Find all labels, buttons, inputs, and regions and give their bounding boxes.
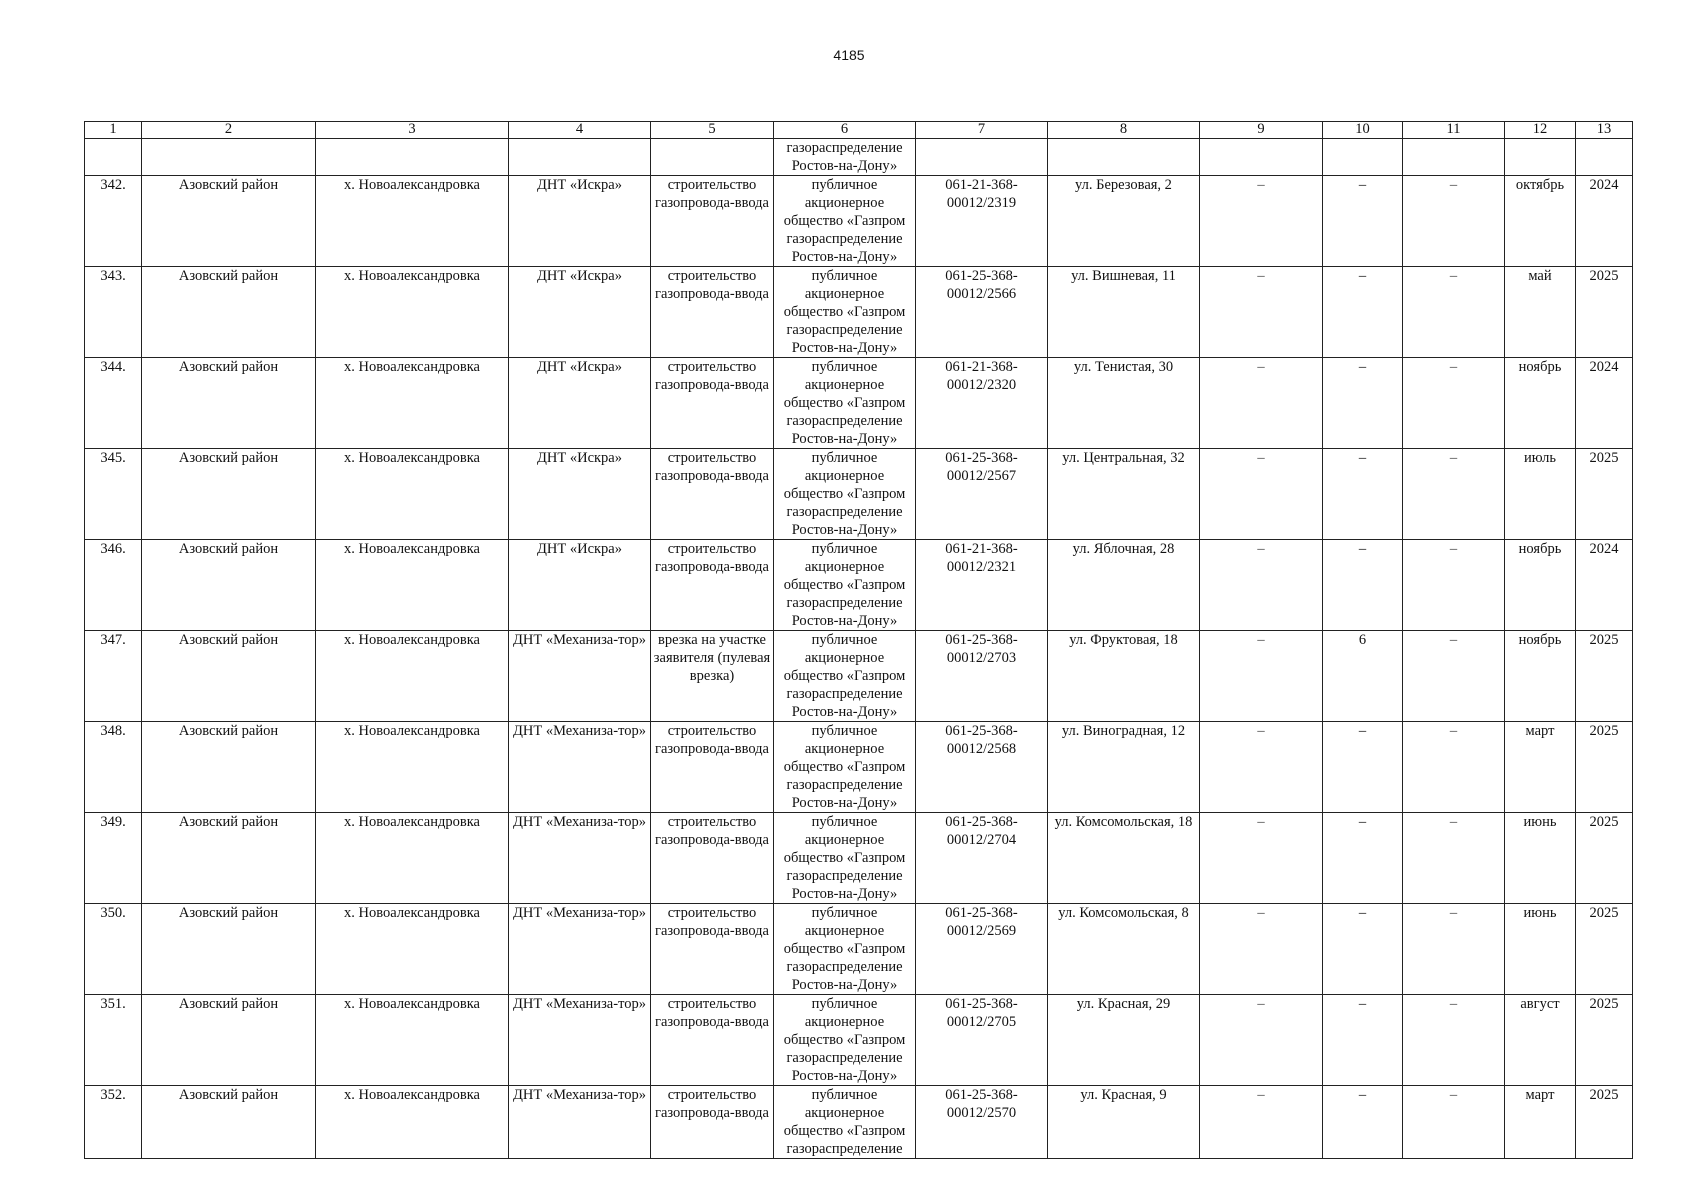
settlement: х. Новоалександровка [316, 722, 509, 813]
col-9-value: – [1200, 813, 1323, 904]
col-10-value: – [1323, 540, 1403, 631]
month: июнь [1505, 813, 1576, 904]
year: 2025 [1576, 813, 1633, 904]
month: август [1505, 995, 1576, 1086]
district: Азовский район [142, 358, 316, 449]
settlement: х. Новоалександровка [316, 176, 509, 267]
col-10-value: – [1323, 267, 1403, 358]
table-row [85, 540, 1633, 631]
district: Азовский район [142, 631, 316, 722]
address: ул. Фруктовая, 18 [1048, 631, 1200, 722]
settlement: х. Новоалександровка [316, 813, 509, 904]
month: март [1505, 1086, 1576, 1159]
col-header-7: 7 [916, 122, 1048, 139]
permit-number: 061-21-368-00012/2320 [916, 358, 1048, 449]
col-9-value: – [1200, 995, 1323, 1086]
col-10-value: – [1323, 813, 1403, 904]
col-10-value: – [1323, 995, 1403, 1086]
table-row [85, 995, 1633, 1086]
gas-operator: публичное акционерное общество «Газпром газораспределение Ростов-на-Дону» [774, 631, 916, 722]
col-9-value: – [1200, 449, 1323, 540]
col-10-value: – [1323, 358, 1403, 449]
permit-number: 061-21-368-00012/2319 [916, 176, 1048, 267]
col-header-12: 12 [1505, 122, 1576, 139]
col-9-value: – [1200, 540, 1323, 631]
address: ул. Яблочная, 28 [1048, 540, 1200, 631]
col-header-1: 1 [85, 122, 142, 139]
row-number: 344. [85, 358, 142, 449]
year: 2025 [1576, 631, 1633, 722]
permit-number: 061-25-368-00012/2568 [916, 722, 1048, 813]
col-10-value: – [1323, 904, 1403, 995]
row-number: 352. [85, 1086, 142, 1159]
page-number: 4185 [833, 47, 865, 63]
gas-operator: публичное акционерное общество «Газпром газораспределение [774, 1086, 916, 1159]
col-header-13: 13 [1576, 122, 1633, 139]
month: июль [1505, 449, 1576, 540]
gas-operator: публичное акционерное общество «Газпром газораспределение Ростов-на-Дону» [774, 267, 916, 358]
row-number: 342. [85, 176, 142, 267]
year: 2025 [1576, 904, 1633, 995]
gas-connection-table [84, 121, 1633, 1159]
row-number: 348. [85, 722, 142, 813]
col-9-value: – [1200, 1086, 1323, 1159]
table-row [85, 813, 1633, 904]
month: ноябрь [1505, 631, 1576, 722]
district: Азовский район [142, 1086, 316, 1159]
gas-operator: публичное акционерное общество «Газпром газораспределение Ростов-на-Дону» [774, 722, 916, 813]
month: октябрь [1505, 176, 1576, 267]
col-10-value: – [1323, 1086, 1403, 1159]
work-type: врезка на участке заявителя (пулевая врезка) [651, 631, 774, 722]
work-type: строительство газопровода-ввода [651, 1086, 774, 1159]
permit-number: 061-25-368-00012/2705 [916, 995, 1048, 1086]
continuation-row [85, 139, 1633, 176]
address: ул. Березовая, 2 [1048, 176, 1200, 267]
col-header-10: 10 [1323, 122, 1403, 139]
col-header-11: 11 [1403, 122, 1505, 139]
month: ноябрь [1505, 540, 1576, 631]
district: Азовский район [142, 722, 316, 813]
gas-operator: публичное акционерное общество «Газпром газораспределение Ростов-на-Дону» [774, 904, 916, 995]
table-row [85, 176, 1633, 267]
col-header-9: 9 [1200, 122, 1323, 139]
year: 2025 [1576, 449, 1633, 540]
gas-operator: публичное акционерное общество «Газпром газораспределение Ростов-на-Дону» [774, 176, 916, 267]
association: ДНТ «Механиза-тор» [509, 813, 651, 904]
settlement: х. Новоалександровка [316, 995, 509, 1086]
address: ул. Центральная, 32 [1048, 449, 1200, 540]
address: ул. Вишневая, 11 [1048, 267, 1200, 358]
col-11-value: – [1403, 1086, 1505, 1159]
col-9-value: – [1200, 267, 1323, 358]
col-9-value: – [1200, 358, 1323, 449]
association: ДНТ «Искра» [509, 176, 651, 267]
district: Азовский район [142, 540, 316, 631]
year: 2025 [1576, 1086, 1633, 1159]
settlement: х. Новоалександровка [316, 904, 509, 995]
col-header-5: 5 [651, 122, 774, 139]
col-9-value: – [1200, 722, 1323, 813]
column-number-header [85, 122, 1633, 139]
address: ул. Виноградная, 12 [1048, 722, 1200, 813]
col-header-2: 2 [142, 122, 316, 139]
permit-number: 061-25-368-00012/2566 [916, 267, 1048, 358]
permit-number: 061-25-368-00012/2704 [916, 813, 1048, 904]
district: Азовский район [142, 267, 316, 358]
district: Азовский район [142, 449, 316, 540]
association: ДНТ «Искра» [509, 540, 651, 631]
work-type: строительство газопровода-ввода [651, 995, 774, 1086]
table-row [85, 267, 1633, 358]
address: ул. Красная, 9 [1048, 1086, 1200, 1159]
col-header-4: 4 [509, 122, 651, 139]
col-10-value: – [1323, 176, 1403, 267]
row-number: 343. [85, 267, 142, 358]
row-number: 350. [85, 904, 142, 995]
gas-operator: публичное акционерное общество «Газпром газораспределение Ростов-на-Дону» [774, 540, 916, 631]
col-11-value: – [1403, 995, 1505, 1086]
row-number: 345. [85, 449, 142, 540]
col-11-value: – [1403, 631, 1505, 722]
year: 2025 [1576, 722, 1633, 813]
year: 2024 [1576, 540, 1633, 631]
row-number: 349. [85, 813, 142, 904]
table-row [85, 1086, 1633, 1159]
col-10-value: – [1323, 722, 1403, 813]
col-header-8: 8 [1048, 122, 1200, 139]
association: ДНТ «Искра» [509, 267, 651, 358]
month: июнь [1505, 904, 1576, 995]
settlement: х. Новоалександровка [316, 540, 509, 631]
address: ул. Тенистая, 30 [1048, 358, 1200, 449]
table-row [85, 358, 1633, 449]
permit-number: 061-21-368-00012/2321 [916, 540, 1048, 631]
month: ноябрь [1505, 358, 1576, 449]
association: ДНТ «Искра» [509, 358, 651, 449]
work-type: строительство газопровода-ввода [651, 358, 774, 449]
row-number: 351. [85, 995, 142, 1086]
settlement: х. Новоалександровка [316, 449, 509, 540]
col-11-value: – [1403, 358, 1505, 449]
permit-number: 061-25-368-00012/2703 [916, 631, 1048, 722]
year: 2024 [1576, 176, 1633, 267]
col-9-value: – [1200, 904, 1323, 995]
col-11-value: – [1403, 722, 1505, 813]
gas-operator: публичное акционерное общество «Газпром газораспределение Ростов-на-Дону» [774, 995, 916, 1086]
year: 2024 [1576, 358, 1633, 449]
district: Азовский район [142, 995, 316, 1086]
address: ул. Красная, 29 [1048, 995, 1200, 1086]
table-row [85, 631, 1633, 722]
work-type: строительство газопровода-ввода [651, 904, 774, 995]
col-10-value: 6 [1323, 631, 1403, 722]
gas-operator: публичное акционерное общество «Газпром газораспределение Ростов-на-Дону» [774, 358, 916, 449]
settlement: х. Новоалександровка [316, 358, 509, 449]
row-number: 346. [85, 540, 142, 631]
row-number: 347. [85, 631, 142, 722]
district: Азовский район [142, 813, 316, 904]
work-type: строительство газопровода-ввода [651, 813, 774, 904]
association: ДНТ «Искра» [509, 449, 651, 540]
work-type: строительство газопровода-ввода [651, 176, 774, 267]
table-row [85, 722, 1633, 813]
year: 2025 [1576, 995, 1633, 1086]
col-11-value: – [1403, 267, 1505, 358]
col-header-3: 3 [316, 122, 509, 139]
work-type: строительство газопровода-ввода [651, 540, 774, 631]
col-11-value: – [1403, 540, 1505, 631]
address: ул. Комсомольская, 18 [1048, 813, 1200, 904]
association: ДНТ «Механиза-тор» [509, 904, 651, 995]
settlement: х. Новоалександровка [316, 1086, 509, 1159]
month: март [1505, 722, 1576, 813]
col-11-value: – [1403, 904, 1505, 995]
month: май [1505, 267, 1576, 358]
col-10-value: – [1323, 449, 1403, 540]
association: ДНТ «Механиза-тор» [509, 1086, 651, 1159]
table-row [85, 449, 1633, 540]
col-11-value: – [1403, 449, 1505, 540]
continuation-operator-text: газораспределение Ростов-на-Дону» [774, 139, 916, 176]
col-11-value: – [1403, 813, 1505, 904]
table-row [85, 904, 1633, 995]
col-9-value: – [1200, 631, 1323, 722]
settlement: х. Новоалександровка [316, 267, 509, 358]
year: 2025 [1576, 267, 1633, 358]
permit-number: 061-25-368-00012/2567 [916, 449, 1048, 540]
gas-operator: публичное акционерное общество «Газпром газораспределение Ростов-на-Дону» [774, 813, 916, 904]
association: ДНТ «Механиза-тор» [509, 995, 651, 1086]
work-type: строительство газопровода-ввода [651, 267, 774, 358]
settlement: х. Новоалександровка [316, 631, 509, 722]
district: Азовский район [142, 904, 316, 995]
district: Азовский район [142, 176, 316, 267]
col-9-value: – [1200, 176, 1323, 267]
col-11-value: – [1403, 176, 1505, 267]
permit-number: 061-25-368-00012/2569 [916, 904, 1048, 995]
address: ул. Комсомольская, 8 [1048, 904, 1200, 995]
col-header-6: 6 [774, 122, 916, 139]
gas-operator: публичное акционерное общество «Газпром газораспределение Ростов-на-Дону» [774, 449, 916, 540]
association: ДНТ «Механиза-тор» [509, 631, 651, 722]
permit-number: 061-25-368-00012/2570 [916, 1086, 1048, 1159]
association: ДНТ «Механиза-тор» [509, 722, 651, 813]
work-type: строительство газопровода-ввода [651, 449, 774, 540]
work-type: строительство газопровода-ввода [651, 722, 774, 813]
